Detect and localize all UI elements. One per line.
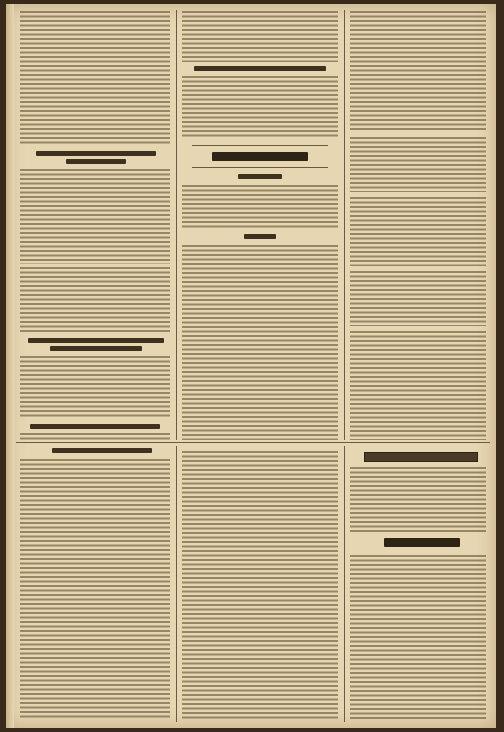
bottom-left-text: [20, 458, 170, 720]
left-article-2-text: [20, 168, 170, 264]
middle-section-heading: [212, 152, 308, 161]
middle-article-2-text: [182, 75, 338, 139]
right-article-5-text: [350, 330, 486, 440]
right-article-1-text: [350, 10, 486, 132]
middle-article-2-heading: [194, 66, 326, 71]
newspaper-page: [6, 4, 496, 728]
right-article-4-text: [350, 270, 486, 326]
right-article-3-text: [350, 196, 486, 266]
left-article-2-heading-line-2: [66, 159, 126, 164]
column-divider-2: [344, 10, 345, 440]
middle-subsection-heading: [238, 174, 282, 179]
bottom-middle-text: [182, 450, 338, 720]
column-divider-4: [344, 446, 345, 722]
left-article-3-text: [20, 355, 170, 419]
bottom-right-heading: [384, 538, 460, 547]
left-article-2-heading: [36, 151, 156, 156]
bottom-right-text-2: [350, 554, 486, 720]
left-article-1-text: [20, 10, 170, 146]
right-article-2-text: [350, 136, 486, 192]
middle-section-rule: [192, 145, 328, 146]
left-article-4-heading: [30, 424, 160, 429]
column-divider-3: [176, 446, 177, 722]
middle-subsection-2-heading: [244, 234, 276, 239]
middle-section-rule-2: [192, 167, 328, 168]
bottom-right-text-1: [350, 466, 486, 532]
middle-subsection-2-text: [182, 244, 338, 440]
column-divider-1: [176, 10, 177, 440]
bottom-left-heading: [52, 448, 152, 453]
middle-subsection-text: [182, 184, 338, 228]
left-page-edge: [6, 4, 14, 728]
left-article-2-text-cont: [20, 266, 170, 332]
left-article-4-text: [20, 432, 170, 440]
left-article-3-heading-line-2: [50, 346, 142, 351]
middle-article-1-text: [182, 10, 338, 62]
bottom-right-banner: [364, 452, 478, 462]
left-article-3-heading: [28, 338, 164, 343]
horizontal-divider: [16, 442, 490, 443]
